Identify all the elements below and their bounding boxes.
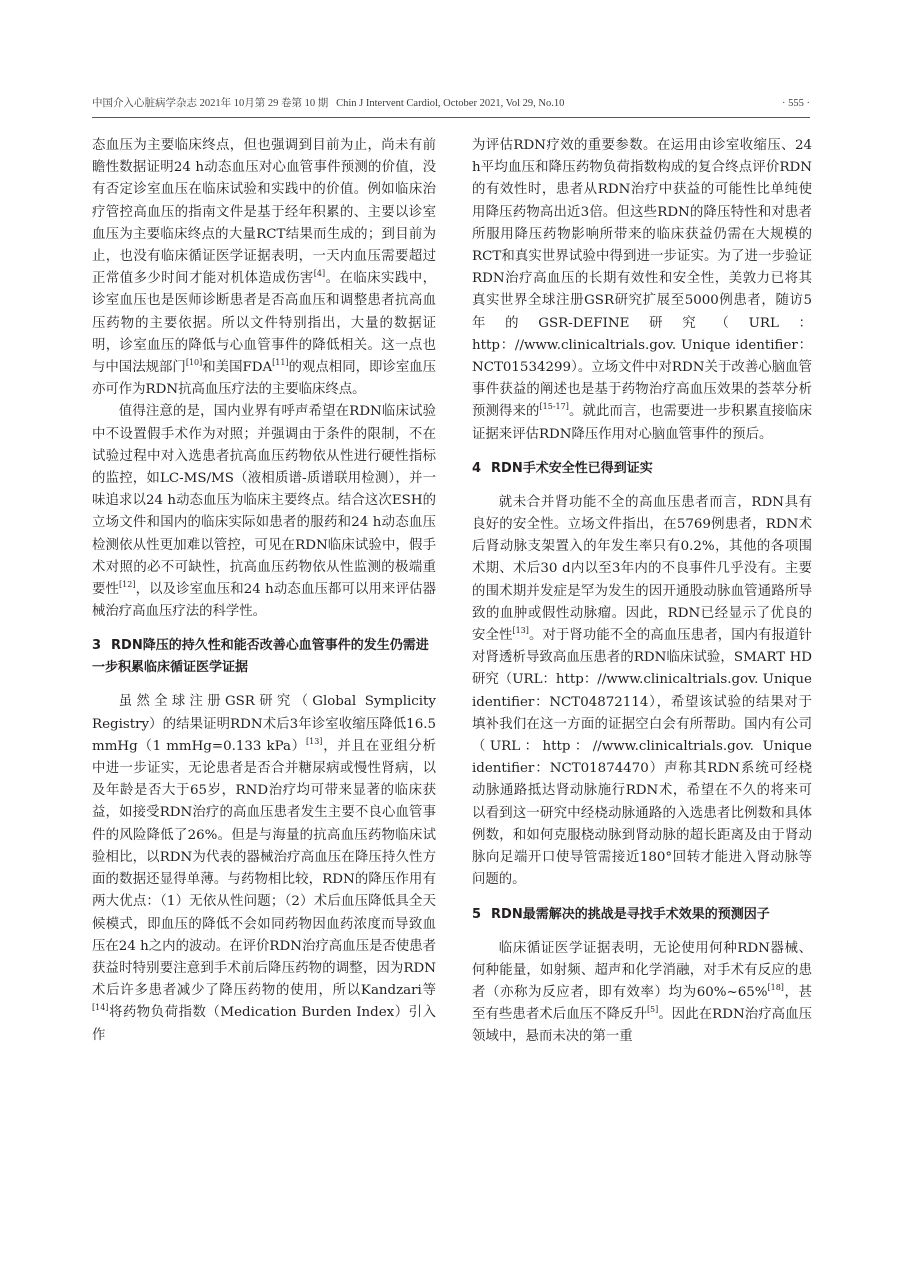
paragraph — [92, 135, 436, 401]
paragraph — [472, 135, 812, 446]
paragraph-text: 。因此在RDN治疗高血压领域中，悬而未决的第一重 — [472, 1007, 812, 1045]
citation-ref: [18] — [767, 982, 784, 992]
journal-citation — [92, 97, 564, 111]
citation-ref: [12] — [119, 580, 136, 590]
paragraph-text: 。在临床实践中，诊室血压也是医师诊断患者是否高血压和调整患者抗高血压药物的主要依据。所以文件特别指出，大量的数据证明，诊室血压的降低与心血管事件的降低相关。这一点也与中国法规部门 — [92, 271, 437, 376]
citation-ref: [11] — [272, 358, 289, 368]
paragraph — [92, 401, 436, 623]
paragraph-text: 的观点相同，即诊室血压亦可作为RDN抗高血压疗法的主要临床终点。 — [92, 360, 437, 398]
paragraph-text: 和美国FDA — [202, 360, 273, 376]
left-column — [92, 135, 436, 1047]
paragraph-text: 值得注意的是，国内业界有呼声希望在RDN临床试验中不设置假手术作为对照；并强调由于条件的限制，不在试验过程中对入选患者抗高血压药物依从性进行硬性指标的监控，如LC-MS/MS（液相质谱-质谱联用检测），并一味追求以24 h动态血压为临床主要终点。结合这次ESH的立场文件和国内的临床实际如患者的服药和24 h动态血压检测依从性更加难以管控，可见在RDN临床试验中，假手术对照的必不可缺性，抗高血压药物依从性监测的极端重要性 — [92, 404, 436, 598]
paragraph-text: 态血压为主要临床终点，但也强调到目前为止，尚未有前瞻性数据证明24 h动态血压对心血管事件预测的价值，没有否定诊室血压在临床试验和实践中的价值。例如临床治疗管控高血压的指南文件是基于经年积累的、主要以诊室血压为主要临床终点的大量RCT结果而生成的；到目前为止，也没有临床循证医学证据表明，一天内血压需要超过正常值多少时间才能对机体造成伤害 — [92, 138, 436, 287]
paragraph-text: ，甚至有些患者术后血压不降反升 — [472, 984, 812, 1023]
citation-ref: [13] — [306, 736, 323, 746]
section-title: RDN最需解决的挑战是寻找手术效果的预测因子 — [491, 906, 770, 922]
citation-ref: [10] — [185, 358, 203, 368]
section-heading-5 — [472, 904, 812, 926]
paragraph-text: ，以及诊室血压和24 h动态血压都可以用来评估器械治疗高血压疗法的科学性。 — [92, 582, 437, 620]
section-heading-4 — [472, 458, 812, 480]
paragraph-text: 就未合并肾功能不全的高血压患者而言，RDN具有良好的安全性。立场文件指出，在5769例患者，RDN术后肾动脉支架置入的年发生率只有0.2%，其他的各项围术期、术后30 d内以至3年内的不良事件几乎没有。主要的围术期并发症是罕为发生的因开通股动脉血管通路所导致的血肿或假性动脉瘤。因此，RDN已经显示了优良的安全性 — [472, 494, 812, 644]
paragraph-text: 为评估RDN疗效的重要参数。在运用由诊室收缩压、24 h平均血压和降压药物负荷指数构成的复合终点评价RDN的有效性时，患者从RDN治疗中获益的可能性比单纯使用降压药物高出近3倍。但这些RDN的降压特性和对患者所服用降压药物影响所带来的临床获益仍需在大规模的RCT和真实世界试验中得到进一步证实。为了进一步验证RDN治疗高血压的长期有效性和安全性，美敦力已将其真实世界全球注册GSR研究扩展至5000例患者，随访5年的GSR-DEFINE研究（URL：http：//www.clinicaltrials.gov. Unique identifier：NCT01534299）。立场文件中对RDN关于改善心脑血管事件获益的阐述也是基于药物治疗高血压效果的荟萃分析预测得来的 — [472, 138, 812, 420]
citation-ref: [15-17] — [539, 402, 569, 412]
paragraph-text: 虽然全球注册GSR研究（Global Symplicity Registry）的结果证明RDN术后3年诊室收缩压降低16.5 mmHg（1 mmHg=0.133 kPa） — [92, 694, 436, 754]
paragraph — [472, 492, 812, 892]
section-title: RDN降压的持久性和能否改善心血管事件的发生仍需进一步积累临床循证医学证据 — [92, 638, 429, 676]
paragraph-text: 。对于肾功能不全的高血压患者，国内有报道针对肾透析导致高血压患者的RDN临床试验，SMART HD研究（URL：http：//www.clinicaltrials.gov. Unique identifier：NCT04872114），希望该试验的结果对于填补我们在这一方面的证据空白会有所帮助。国内有公司（URL：http：//www.clinicaltrials.gov. Unique identifier：NCT01874470）声称其RDN系统可经桡动脉通路抵达肾动脉施行RDN术，希望在不久的将来可以看到这一研究中经桡动脉通路的入选患者比例数和具体例数，和如何克服桡动脉到肾动脉的超长距离及由于肾动脉向足端开口使导管需接近180°回转才能进入肾动脉等问题的。 — [472, 628, 813, 888]
paragraph — [92, 691, 436, 1046]
page-number: · 555 · — [782, 98, 810, 109]
section-title: RDN手术安全性已得到证实 — [491, 460, 653, 476]
paragraph-text: 临床循证医学证据表明，无论使用何种RDN器械、何种能量，如射频、超声和化学消融，对手术有反应的患者（亦称为反应者，即有效率）均为60%~65% — [472, 940, 812, 1000]
section-number: 3 — [92, 638, 102, 654]
journal-name-english: Chin J Intervent Cardiol, October 2021, Vol 29, No.10 — [336, 98, 565, 109]
citation-ref: [5] — [646, 1005, 659, 1015]
right-column — [472, 135, 812, 1049]
paragraph-text: ，并且在亚组分析中进一步证实，无论患者是否合并糖尿病或慢性肾病，以及年龄是否大于65岁，RND治疗均可带来显著的临床获益，如接受RDN治疗的高血压患者发生主要不良心血管事件的风险降低了26%。但是与海量的抗高血压药物临床试验相比，以RDN为代表的器械治疗高血压在降压持久性方面的数据还显得单薄。与药物相比较，RDN的降压作用有两大优点：（1）无依从性问题；（2）术后血压降低具全天候模式，即血压的降低不会如同药物因血药浓度而导致血压在24 h之内的波动。在评价RDN治疗高血压是否使患者获益时特别要注意到手术前后降压药物的调整，因为RDN术后许多患者减少了降压药物的使用，所以Kandzari等 — [92, 738, 436, 999]
citation-ref: [13] — [512, 626, 529, 636]
section-number: 4 — [472, 460, 482, 476]
paragraph — [472, 938, 812, 1049]
paragraph-text: 。就此而言，也需要进一步积累直接临床证据来评估RDN降压作用对心脑血管事件的预后。 — [472, 404, 813, 442]
journal-name-chinese: 中国介入心脏病学杂志 2021年 10月第 29 卷第 10 期 — [92, 98, 329, 109]
paragraph-text: 将药物负荷指数（Medication Burden Index）引入作 — [92, 1005, 436, 1043]
running-header — [92, 97, 810, 118]
citation-ref: [4] — [313, 269, 326, 279]
section-number: 5 — [472, 906, 482, 922]
citation-ref: [14] — [92, 1003, 109, 1013]
section-heading-3 — [92, 635, 436, 679]
